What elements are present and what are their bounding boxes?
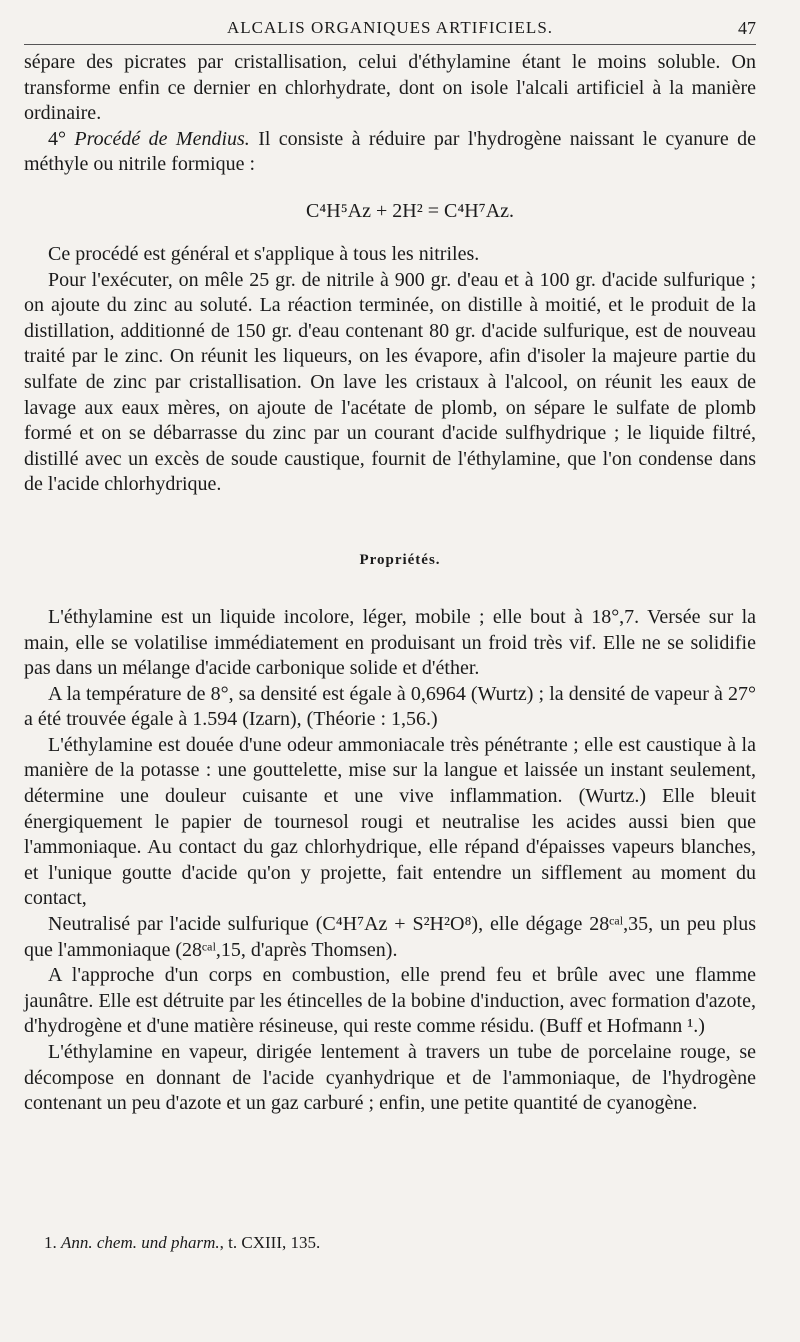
page-header <box>24 14 756 45</box>
section-title: Propriétés. <box>359 551 441 568</box>
page-body <box>24 50 756 1117</box>
procedure-text: Il consiste à réduire par l'hydrogène naissant le cyanure de méthyle ou nitrile formique : <box>24 127 756 176</box>
paragraph-neutralisation: Neutralisé par l'acide sulfurique (C⁴H⁷Az + S²H²O⁸), elle dégage 28ᶜᵃˡ,35, un peu plus que l'ammoniaque (28ᶜᵃˡ,15, d'après Thomsen). <box>24 913 756 961</box>
procedure-title: Procédé de Mendius. <box>74 127 250 150</box>
footnote-number: 1. <box>44 1233 61 1252</box>
page-number: 47 <box>738 18 756 38</box>
chemical-formula: C⁴H⁵Az + 2H² = C⁴H⁷Az. <box>305 199 515 222</box>
paragraph-combustion: A l'approche d'un corps en combustion, elle prend feu et brûle avec une flamme jaunâtre. Elle est détruite par les étincelles de la bobine d'induction, avec formation d'azote, d'hydrogène et d'une matière résineuse, qui reste comme résidu. (Buff et Hofmann ¹.) <box>24 964 756 1038</box>
paragraph-picrates: sépare des picrates par cristallisation, celui d'éthylamine étant le moins soluble. On transforme enfin ce dernier en chlorhydrate, dont on isole l'alcali artificiel à la manière ordinaire. <box>24 51 756 125</box>
footnote-source: Ann. chem. und pharm. <box>61 1233 220 1252</box>
paragraph-density: A la température de 8°, sa densité est égale à 0,6964 (Wurtz) ; la densité de vapeur à 27° a été trouvée égale à 1.594 (Izarn), (Théorie : 1,56.) <box>24 682 756 731</box>
paragraph-decomposition: L'éthylamine en vapeur, dirigée lentement à travers un tube de porcelaine rouge, se décompose en donnant de l'acide cyanhydrique et de l'ammoniaque, de l'hydrogène contenant un peu d'azote et un gaz carburé ; enfin, une petite quantité de cyanogène. <box>24 1041 756 1115</box>
footnote-reference: , t. CXIII, 135. <box>219 1233 321 1252</box>
paragraph-liquid: L'éthylamine est un liquide incolore, léger, mobile ; elle bout à 18°,7. Versée sur la main, elle se volatilise immédiatement en produisant un froid très vif. Elle ne se solidifie pas dans un mélange d'acide carbonique solide et d'éther. <box>24 605 756 680</box>
procedure-number: 4° <box>48 127 75 150</box>
footnote <box>44 1233 320 1253</box>
paragraph-odor: L'éthylamine est douée d'une odeur ammoniacale très pénétrante ; elle est caustique à la manière de la potasse : une gouttelette, mise sur la langue et laissée un instant seulement, détermine une douleur cuisante et une vive inflammation. (Wurtz.) Elle bleuit énergiquement le papier de tournesol rougi et neutralise les acides aussi bien que l'ammoniaque. Au contact du gaz chlorhydrique, elle répand d'épaisses vapeurs blanches, et l'unique goutte d'acide qu'on y projette, fait entendre un sifflement au moment du contact, <box>24 733 756 910</box>
paragraph-execution: Pour l'exécuter, on mêle 25 gr. de nitrile à 900 gr. d'eau et à 100 gr. d'acide sulfurique ; on ajoute du zinc au soluté. La réaction terminée, on distille à moitié, et le produit de la distillation, additionné de 150 gr. d'eau contenant 80 gr. d'acide sulfurique, est de nouveau traité par le zinc. On réunit les liqueurs, on les évapore, afin d'isoler la majeure partie du sulfate de zinc par cristallisation. On lave les cristaux à l'alcool, on réunit les eaux de lavage aux eaux mères, on ajoute de l'acétate de plomb, on sépare le sulfate de plomb formé et on se débarrasse du zinc par un courant d'acide sulfhydrique ; le liquide filtré, distillé avec un excès de soude caustique, fournit de l'éthylamine, que l'on condense dans de l'acide chlorhydrique. <box>24 268 756 496</box>
paragraph-general: Ce procédé est général et s'applique à tous les nitriles. <box>48 242 480 265</box>
paragraph-mendius <box>24 127 756 178</box>
running-title: ALCALIS ORGANIQUES ARTIFICIELS. <box>226 18 554 37</box>
